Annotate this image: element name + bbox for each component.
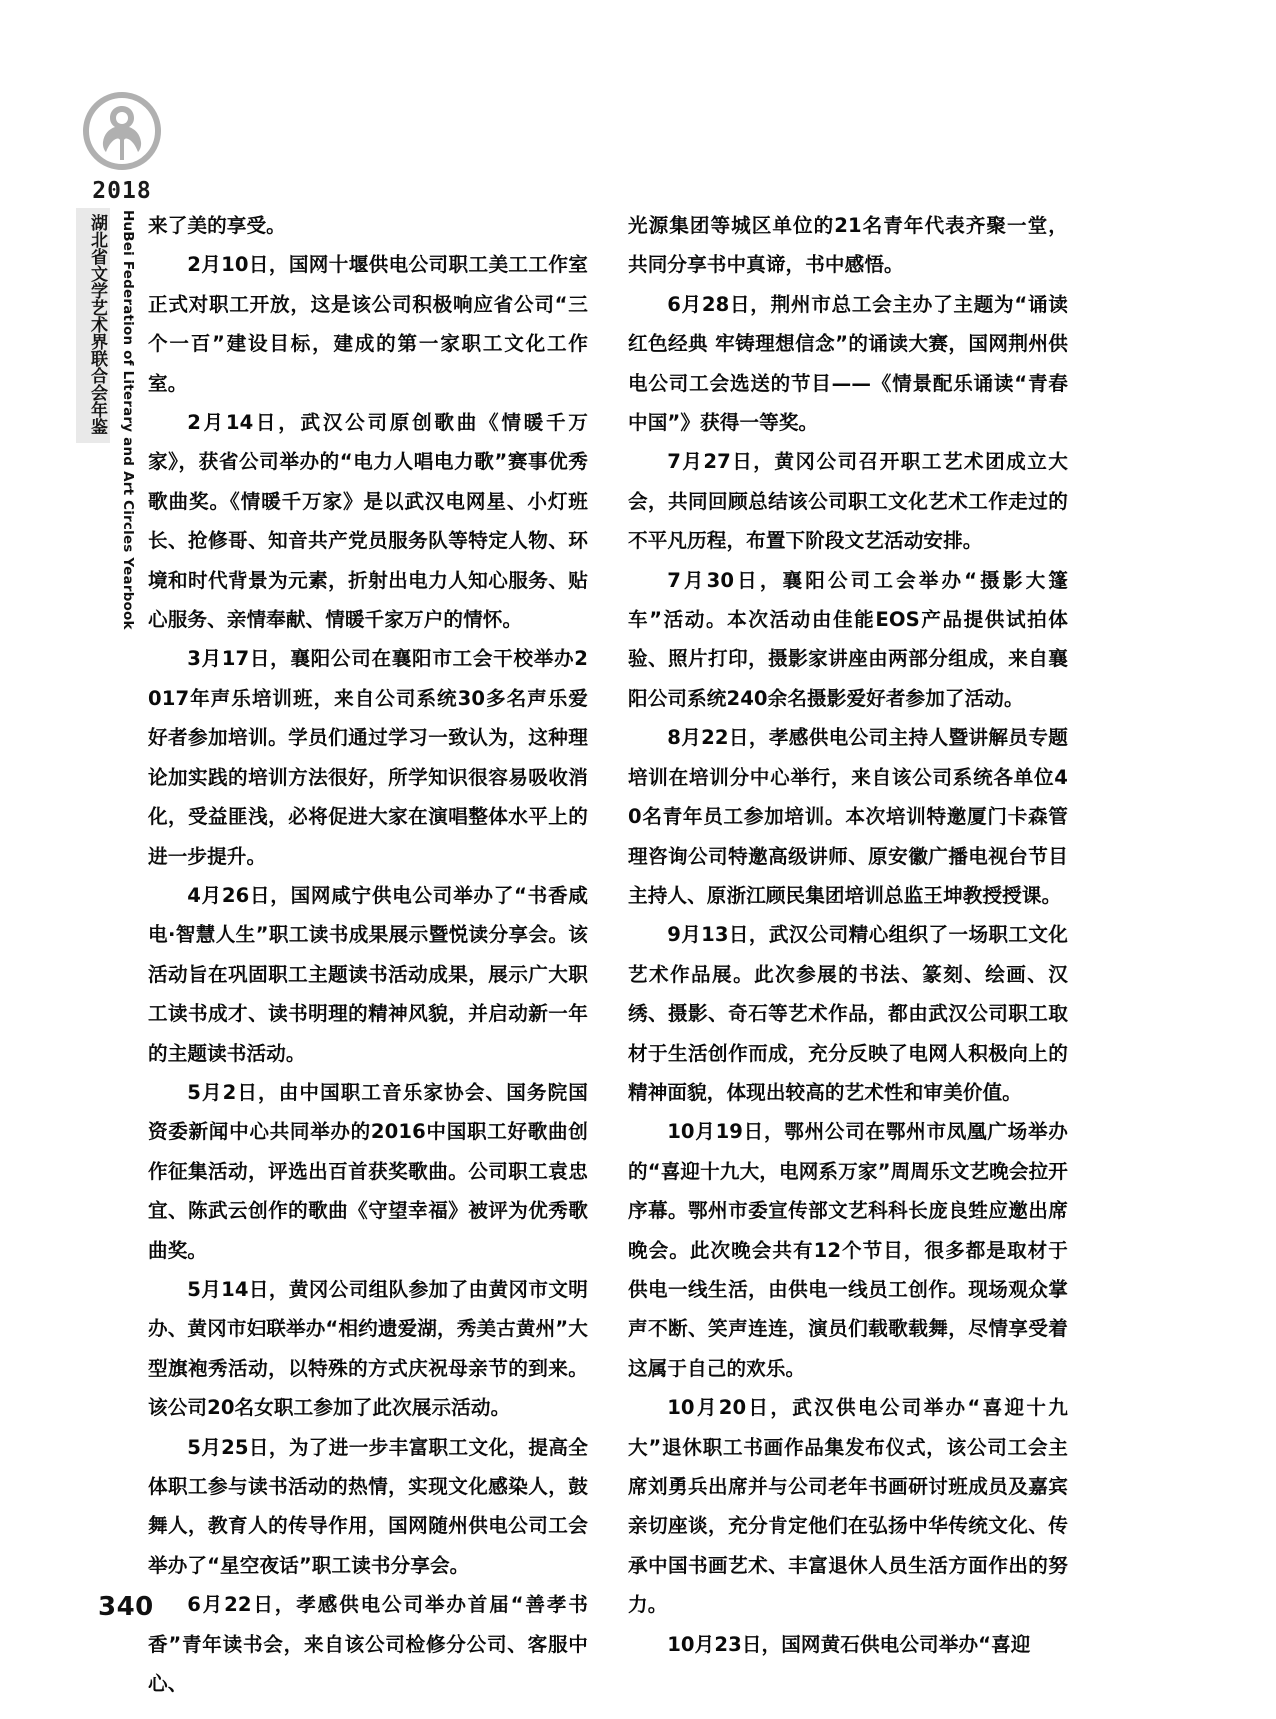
paragraph: 2月14日，武汉公司原创歌曲《情暖千万家》，获省公司举办的“电力人唱电力歌”赛事优秀歌曲奖。《情暖千万家》是以武汉电网星、小灯班长、抢修哥、知音共产党员服务队等特定人物、环境和时代背景为元素，折射出电力人知心服务、贴心服务、亲情奉献、情暖千家万户的情怀。 — [148, 411, 588, 632]
paragraph: 光源集团等城区单位的21名青年代表齐聚一堂，共同分享书中真谛，书中感悟。 — [628, 214, 1068, 277]
running-head — [76, 208, 138, 630]
paragraph: 6月28日，荆州市总工会主办了主题为“诵读红色经典 牢铸理想信念”的诵读大赛，国网荆州供电公司工会选送的节目——《情景配乐诵读“青春中国”》获得一等奖。 — [628, 292, 1068, 435]
page-number: 340 — [98, 1592, 154, 1622]
paragraph: 来了美的享受。 — [148, 214, 286, 237]
paragraph: 8月22日，孝感供电公司主持人暨讲解员专题培训在培训分中心举行，来自该公司系统各单位40名青年员工参加培训。本次培训特邀厦门卡森管理咨询公司特邀高级讲师、原安徽广播电视台节目主持人、原浙江顾民集团培训总监王坤教授授课。 — [628, 726, 1068, 907]
paragraph: 3月17日，襄阳公司在襄阳市工会干校举办2017年声乐培训班，来自公司系统30多名声乐爱好者参加培训。学员们通过学习一致认为，这种理论加实践的培训方法很好，所学知识很容易吸收消化，受益匪浅，必将促进大家在演唱整体水平上的进一步提升。 — [148, 647, 588, 868]
paragraph: 5月2日，由中国职工音乐家协会、国务院国资委新闻中心共同举办的2016中国职工好歌曲创作征集活动，评选出百首获奖歌曲。公司职工袁忠宜、陈武云创作的歌曲《守望幸福》被评为优秀歌曲奖。 — [148, 1080, 588, 1262]
federation-circular-emblem-icon — [79, 88, 165, 174]
paragraph: 2月10日，国网十堰供电公司职工美工工作室正式对职工开放，这是该公司积极响应省公司“三个一百”建设目标，建成的第一家职工文化工作室。 — [148, 253, 588, 395]
running-head-chinese: 湖北省文学艺术界联合会年鉴 — [76, 208, 110, 443]
emblem-block — [62, 88, 182, 204]
paragraph: 4月26日，国网咸宁供电公司举办了“书香咸电·智慧人生”职工读书成果展示暨悦读分享会。该活动旨在巩固职工主题读书活动成果，展示广大职工读书成才、读书明理的精神风貌，并启动新一年的主题读书活动。 — [148, 883, 588, 1065]
body-columns — [148, 206, 1068, 1703]
paragraph: 7月30日，襄阳公司工会举办“摄影大篷车”活动。本次活动由佳能EOS产品提供试拍体验、照片打印，摄影家讲座由两部分组成，来自襄阳公司系统240余名摄影爱好者参加了活动。 — [628, 568, 1068, 710]
paragraph: 7月27日，黄冈公司召开职工艺术团成立大会，共同回顾总结该公司职工文化艺术工作走过的不平凡历程，布置下阶段文艺活动安排。 — [628, 450, 1068, 553]
running-head-english: HuBei Federation of Literary and Art Circles Yearbook — [120, 210, 136, 630]
emblem-year: 2018 — [92, 178, 152, 204]
paragraph: 9月13日，武汉公司精心组织了一场职工文化艺术作品展。此次参展的书法、篆刻、绘画、汉绣、摄影、奇石等艺术作品，都由武汉公司职工取材于生活创作而成，充分反映了电网人积极向上的精神面貌，体现出较高的艺术性和审美价值。 — [628, 923, 1068, 1104]
left-column — [148, 206, 588, 1703]
paragraph: 10月19日，鄂州公司在鄂州市凤凰广场举办的“喜迎十九大，电网系万家”周周乐文艺晚会拉开序幕。鄂州市委宣传部文艺科科长庞良甡应邀出席晚会。此次晚会共有12个节目，很多都是取材于供电一线生活，由供电一线员工创作。现场观众掌声不断、笑声连连，演员们载歌载舞，尽情享受着这属于自己的欢乐。 — [628, 1120, 1068, 1380]
paragraph: 6月22日，孝感供电公司举办首届“善孝书香”青年读书会，来自该公司检修分公司、客服中心、 — [148, 1593, 588, 1696]
paragraph: 10月23日，国网黄石供电公司举办“喜迎 — [667, 1632, 1031, 1656]
paragraph: 5月14日，黄冈公司组队参加了由黄冈市文明办、黄冈市妇联举办“相约遗爱湖，秀美古黄州”大型旗袍秀活动，以特殊的方式庆祝母亲节的到来。该公司20名女职工参加了此次展示活动。 — [148, 1277, 588, 1420]
paragraph: 10月20日，武汉供电公司举办“喜迎十九大”退休职工书画作品集发布仪式，该公司工会主席刘勇兵出席并与公司老年书画研讨班成员及嘉宾亲切座谈，充分肯定他们在弘扬中华传统文化、传承中国书画艺术、丰富退休人员生活方面作出的努力。 — [628, 1396, 1068, 1617]
right-column — [628, 206, 1068, 1703]
paragraph: 5月25日，为了进一步丰富职工文化，提高全体职工参与读书活动的热情，实现文化感染人，鼓舞人，教育人的传导作用，国网随州供电公司工会举办了“星空夜话”职工读书分享会。 — [148, 1435, 588, 1577]
